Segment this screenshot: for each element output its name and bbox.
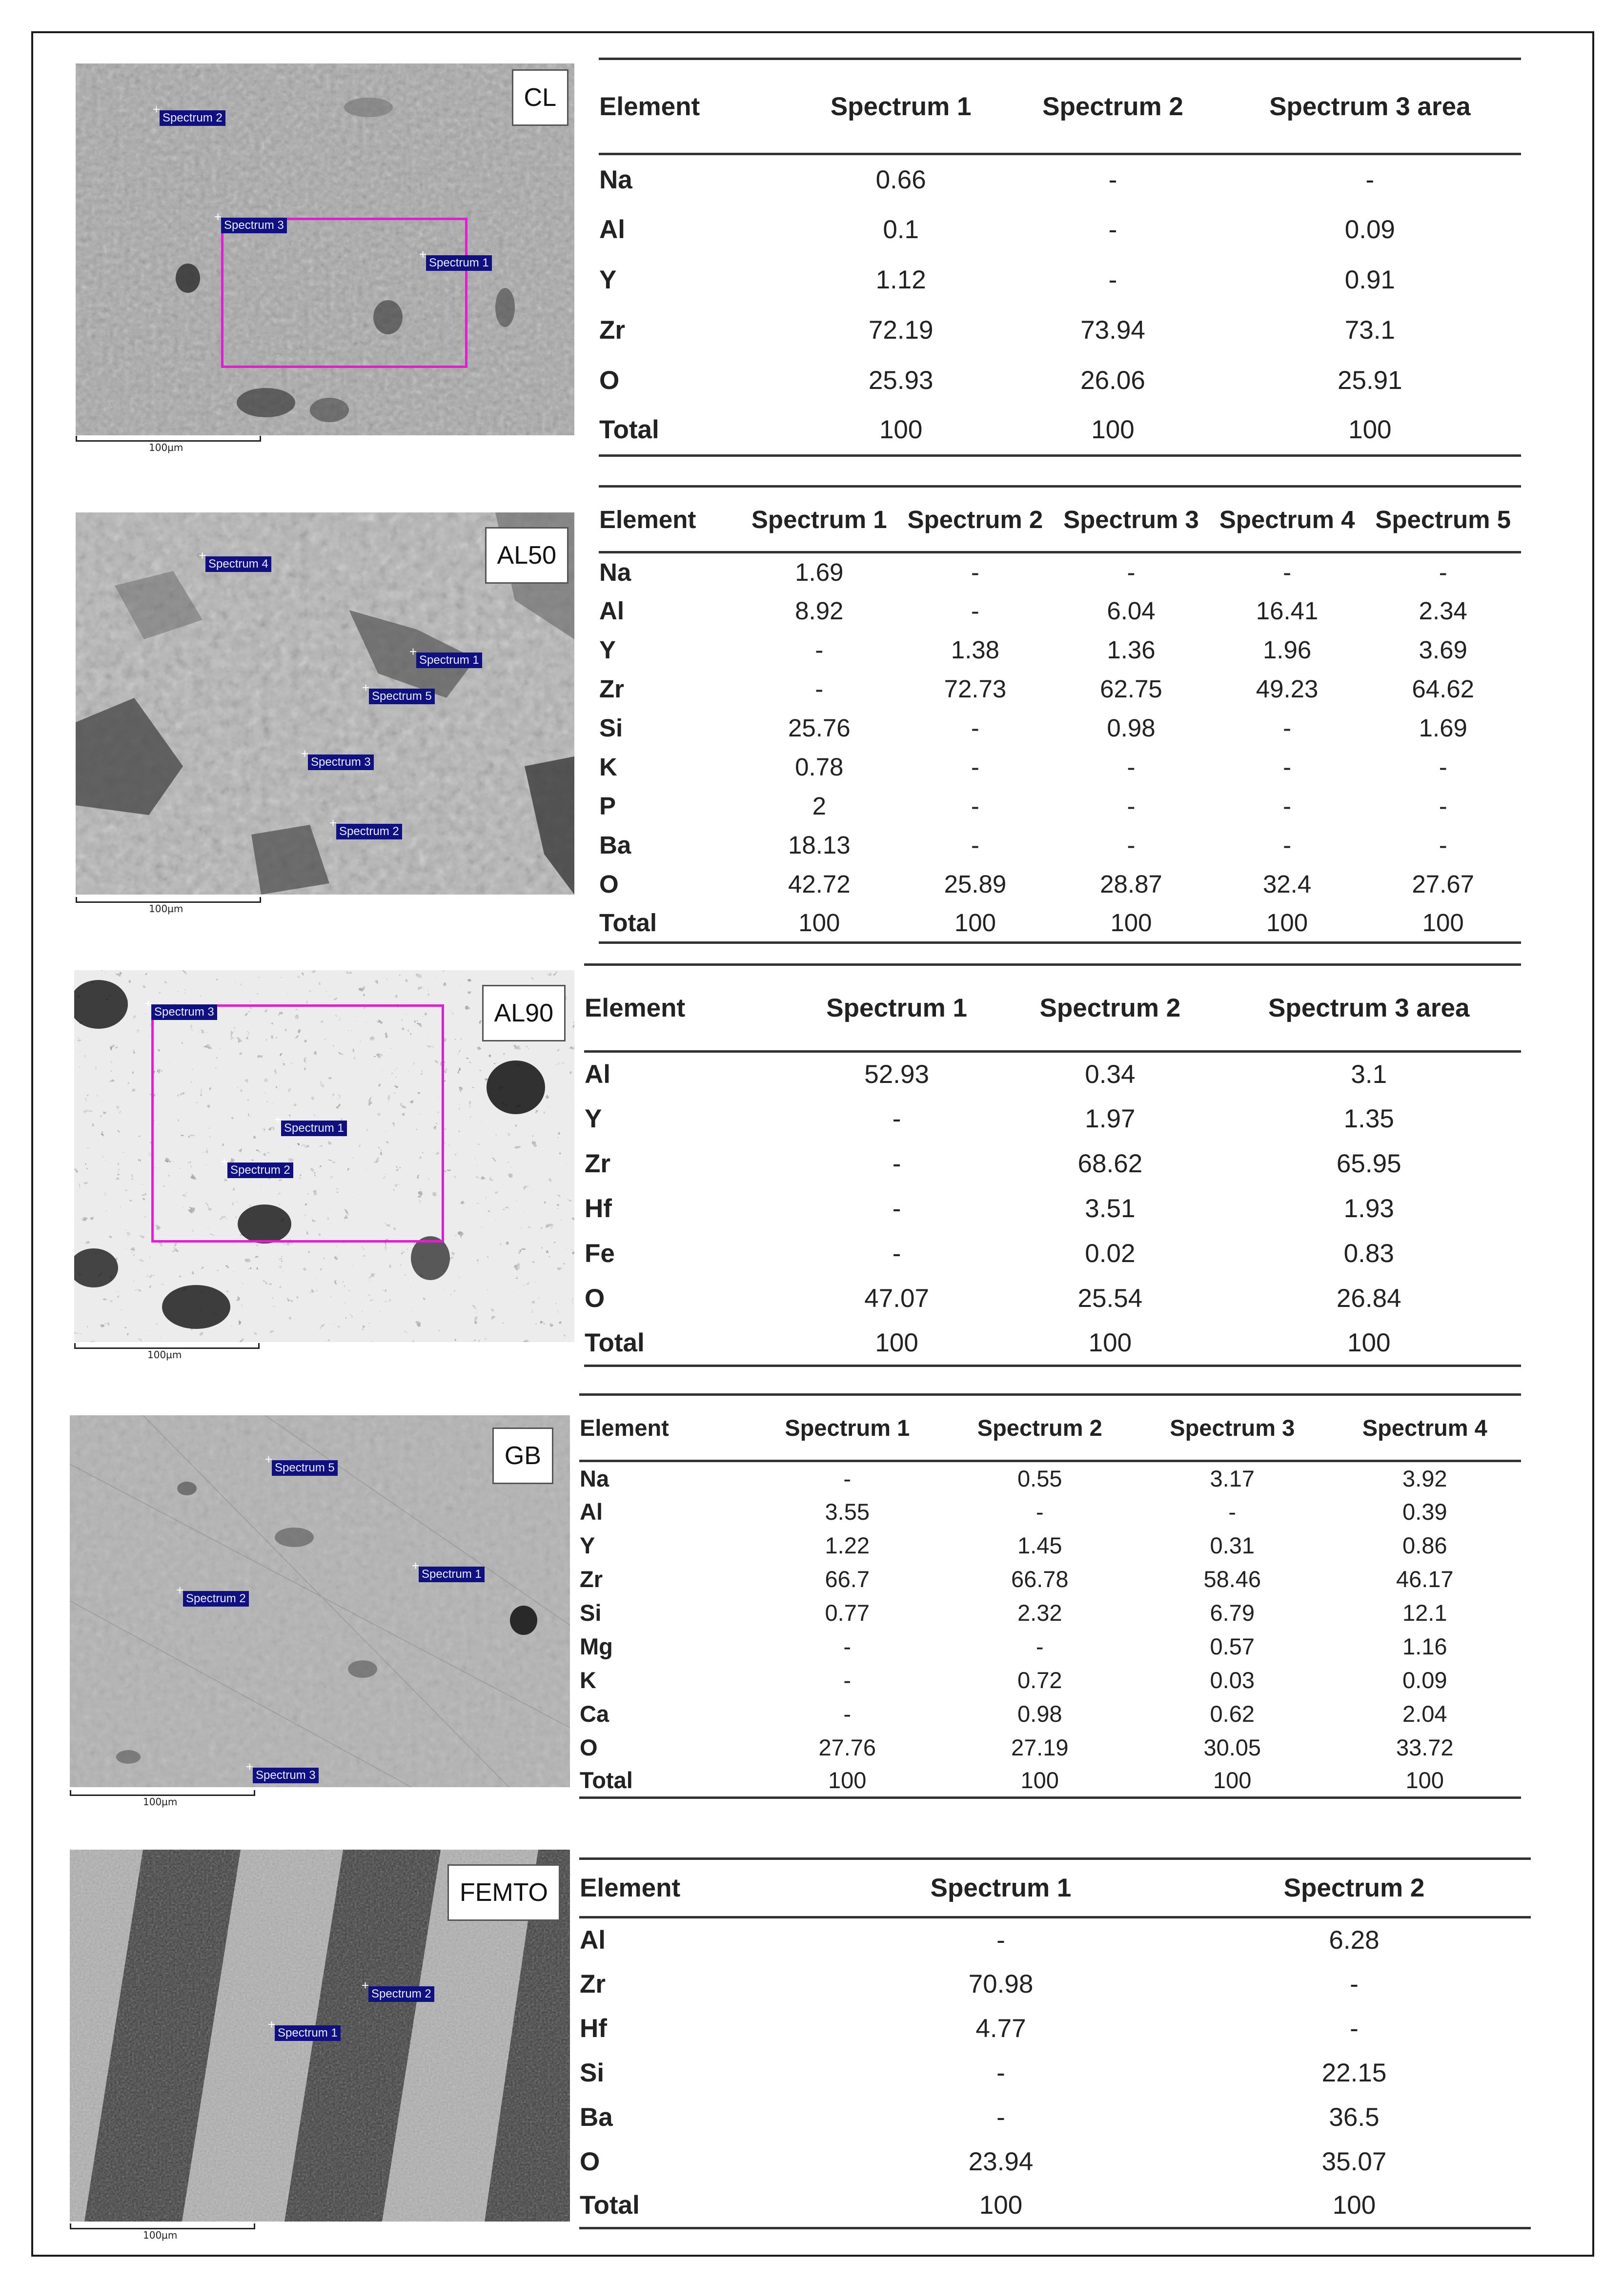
col-header: Element <box>579 1859 824 1917</box>
eds-table-femto <box>579 1857 1531 2229</box>
table-row: Al 52.93 0.34 3.1 <box>585 1060 1387 1089</box>
table-row: Na 0.66 - - <box>599 165 1375 194</box>
col-header: Element <box>584 965 790 1052</box>
table-row: Total 100 100 <box>579 2184 1531 2228</box>
spectrum-tag: + Spectrum 3 <box>253 1768 319 1783</box>
table-row: Zr 72.19 73.94 73.1 <box>599 315 1395 345</box>
table-row: Al - 6.28 <box>580 1925 1380 1955</box>
table-row: Total 100 100 100 <box>599 406 1521 456</box>
spectrum-tag: + Spectrum 3 <box>221 218 287 233</box>
table-row: Na - 0.55 3.17 3.92 <box>580 1465 1447 1491</box>
sample-label: CL <box>512 69 568 126</box>
col-header: Spectrum 3 <box>1053 487 1209 552</box>
table-row: Zr 66.7 66.78 58.46 46.17 <box>580 1566 1454 1592</box>
table-row: Total 100 100 100 100 100 <box>599 904 1521 943</box>
table-row: P 2 - - - - <box>599 792 1447 820</box>
spectrum-tag: + Spectrum 2 <box>336 824 402 839</box>
table-row: Y 1.22 1.45 0.31 0.86 <box>580 1532 1447 1558</box>
sample-label: AL90 <box>482 985 566 1041</box>
col-header: Spectrum 1 <box>741 487 897 552</box>
sem-image-al90 <box>74 970 574 1342</box>
spectrum-tag: + Spectrum 3 <box>308 755 374 770</box>
sample-label: AL50 <box>485 527 568 584</box>
table-row: O 27.76 27.19 30.05 33.72 <box>580 1734 1454 1760</box>
spectrum-tag: + Spectrum 4 <box>205 556 271 572</box>
table-row: Si - 22.15 <box>580 2058 1387 2087</box>
table-row: Al 3.55 - - 0.39 <box>580 1498 1447 1525</box>
col-header: Spectrum 1 <box>751 1395 944 1461</box>
col-header: Spectrum 2 <box>897 487 1054 552</box>
spectrum-tag: + Spectrum 1 <box>275 2025 341 2041</box>
spectrum-tag: + Spectrum 1 <box>416 653 482 668</box>
table-row: Fe - 0.02 0.83 <box>585 1239 1394 1268</box>
table-row: Na 1.69 - - - - <box>599 558 1447 587</box>
table-row: Zr 70.98 - <box>580 1969 1359 1998</box>
table-row: O 23.94 35.07 <box>580 2147 1387 2176</box>
spectrum-tag: + Spectrum 5 <box>369 689 435 704</box>
table-row: Al 0.1 - 0.09 <box>599 215 1395 244</box>
col-header: Spectrum 5 <box>1365 487 1521 552</box>
spectrum-area-box <box>221 218 467 368</box>
spectrum-tag: + Spectrum 2 <box>368 1986 434 2002</box>
table-row: Si 25.76 - 0.98 - 1.69 <box>599 714 1467 742</box>
col-header: Spectrum 4 <box>1329 1395 1522 1461</box>
table-row: Y - 1.38 1.36 1.96 3.69 <box>599 636 1467 664</box>
spectrum-tag: + Spectrum 1 <box>281 1121 347 1136</box>
col-header: Spectrum 3 <box>1136 1395 1329 1461</box>
table-row: Ca - 0.98 0.62 2.04 <box>580 1700 1447 1727</box>
table-row: Zr - 72.73 62.75 49.23 64.62 <box>599 675 1474 703</box>
table-row: Total 100 100 100 100 <box>579 1764 1521 1798</box>
table-row: Mg - - 0.57 1.16 <box>580 1633 1447 1659</box>
table-row: Hf 4.77 - <box>580 2014 1359 2043</box>
table-row: Y - 1.97 1.35 <box>585 1104 1394 1133</box>
col-header: Spectrum 2 <box>944 1395 1137 1461</box>
spectrum-tag: + Spectrum 2 <box>227 1162 293 1178</box>
eds-table-al50 <box>599 485 1521 944</box>
table-row: Y 1.12 - 0.91 <box>599 265 1395 294</box>
spectrum-tag: + Spectrum 1 <box>426 255 492 271</box>
col-header: Spectrum 2 <box>1177 1859 1531 1917</box>
table-row: O 25.93 26.06 25.91 <box>599 366 1402 395</box>
table-row: O 47.07 25.54 26.84 <box>585 1284 1401 1313</box>
table-row: Ba - 36.5 <box>580 2102 1380 2132</box>
col-header: Spectrum 3 area <box>1219 59 1521 154</box>
col-header: Spectrum 4 <box>1209 487 1365 552</box>
col-header: Spectrum 1 <box>790 965 1003 1052</box>
table-row: Total 100 100 100 <box>584 1321 1521 1366</box>
spectrum-tag: + Spectrum 3 <box>151 1004 217 1020</box>
spectrum-tag: + Spectrum 2 <box>183 1591 249 1607</box>
col-header: Spectrum 1 <box>824 1859 1177 1917</box>
sem-image-femto <box>70 1850 570 2222</box>
table-row: K - 0.72 0.03 0.09 <box>580 1667 1447 1693</box>
col-header: Spectrum 3 area <box>1217 965 1522 1052</box>
col-header: Spectrum 2 <box>1007 59 1218 154</box>
table-row: Si 0.77 2.32 6.79 12.1 <box>580 1599 1447 1626</box>
sample-label: FEMTO <box>447 1864 560 1921</box>
sample-label: GB <box>492 1428 553 1484</box>
spectrum-tag: + Spectrum 5 <box>272 1460 338 1476</box>
col-header: Element <box>599 487 741 552</box>
eds-table-al90 <box>584 963 1521 1367</box>
table-row: K 0.78 - - - - <box>599 753 1447 781</box>
spectrum-tag: + Spectrum 1 <box>419 1567 485 1582</box>
table-row: Al 8.92 - 6.04 16.41 2.34 <box>599 597 1467 625</box>
col-header: Element <box>579 1395 751 1461</box>
sem-image-gb <box>70 1415 570 1787</box>
sem-image-al50 <box>76 512 574 895</box>
col-header: Spectrum 2 <box>1003 965 1217 1052</box>
table-row: O 42.72 25.89 28.87 32.4 27.67 <box>599 870 1474 898</box>
spectrum-tag: + Spectrum 2 <box>160 110 225 126</box>
sem-image-cl <box>76 63 574 435</box>
col-header: Spectrum 1 <box>795 59 1007 154</box>
table-row: Hf - 3.51 1.93 <box>585 1194 1394 1223</box>
eds-table-cl <box>599 58 1521 457</box>
eds-table-gb <box>579 1393 1521 1799</box>
table-row: Zr - 68.62 65.95 <box>585 1149 1401 1178</box>
col-header: Element <box>599 59 795 154</box>
table-row: Ba 18.13 - - - - <box>599 831 1447 859</box>
